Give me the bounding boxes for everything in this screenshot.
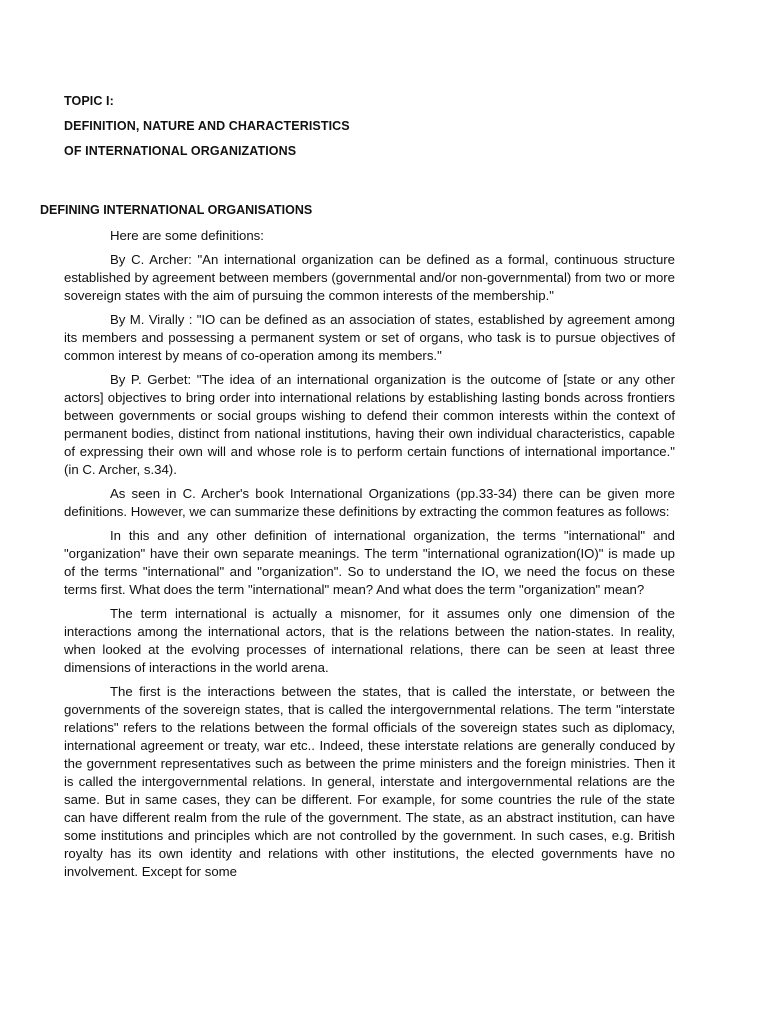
paragraph-terms: In this and any other definition of international organization, the terms "international" and "organization" have their own separate meanings. The term "international ogranization(IO)" is made up of the terms "international" and "organization". So to understand the IO, we need the focus on these terms first. What does the term "international" mean? And what does the term "organization" mean? <box>64 528 675 597</box>
topic-title-line-1: DEFINITION, NATURE AND CHARACTERISTICS <box>64 119 350 133</box>
paragraph-virally-definition: By M. Virally : "IO can be defined as an association of states, established by agreement among its members and possessing a permanent system or set of organs, who task is to pursue objectives of common interest by means of co-operation among its members." <box>64 312 675 363</box>
section-heading: DEFINING INTERNATIONAL ORGANISATIONS <box>40 203 313 217</box>
topic-title-line-2: OF INTERNATIONAL ORGANIZATIONS <box>64 144 297 158</box>
body-text <box>64 227 675 887</box>
paragraph-misnomer: The term international is actually a misnomer, for it assumes only one dimension of the interactions among the international actors, that is the relations between the nation-states. In reality, when looked at the evolving processes of international relations, there can be seen at least three dimensions of interactions in the world arena. <box>64 606 675 675</box>
paragraph-archer-definition: By C. Archer: "An international organization can be defined as a formal, continuous structure established by agreement between members (governmental and/or non-governmental) from two or more sovereign states with the aim of pursuing the common interests of the membership." <box>64 252 675 303</box>
topic-heading <box>64 93 704 168</box>
paragraph-summary: As seen in C. Archer's book International Organizations (pp.33-34) there can be given more definitions. However, we can summarize these definitions by extracting the common features as follows: <box>64 486 675 519</box>
paragraph-intro: Here are some definitions: <box>110 228 264 243</box>
paragraph-gerbet-definition: By P. Gerbet: "The idea of an international organization is the outcome of [state or any other actors] objectives to bring order into international relations by establishing lasting bonds across frontiers between governments or social groups wishing to defend their common interests within the context of permanent bodies, distinct from national institutions, having their own individual characteristics, capable of expressing their own will and whose role is to perform certain functions of international importance." (in C. Archer, s.34). <box>64 372 675 477</box>
topic-number: TOPIC I: <box>64 94 114 108</box>
paragraph-interstate: The first is the interactions between the states, that is called the interstate, or between the governments of the sovereign states, that is called the intergovernmental relations. The term "interstate relations" refers to the relations between the formal officials of the sovereign states such as diplomacy, international agreement or treaty, war etc.. Indeed, these interstate relations are generally conduced by the government representatives such as between the prime ministers and the foreign ministries. Then it is called the intergovernmental relations. In general, interstate and intergovernmental relations are the same. But in same cases, they can be different. For example, for some countries the rule of the state can have different realm from the rule of the government. The state, as an abstract institution, can have some institutions and principles which are not controlled by the government. In such cases, e.g. British royalty has its own identity and relations with other institutions, the elected governments have no involvement. Except for some <box>64 684 675 879</box>
